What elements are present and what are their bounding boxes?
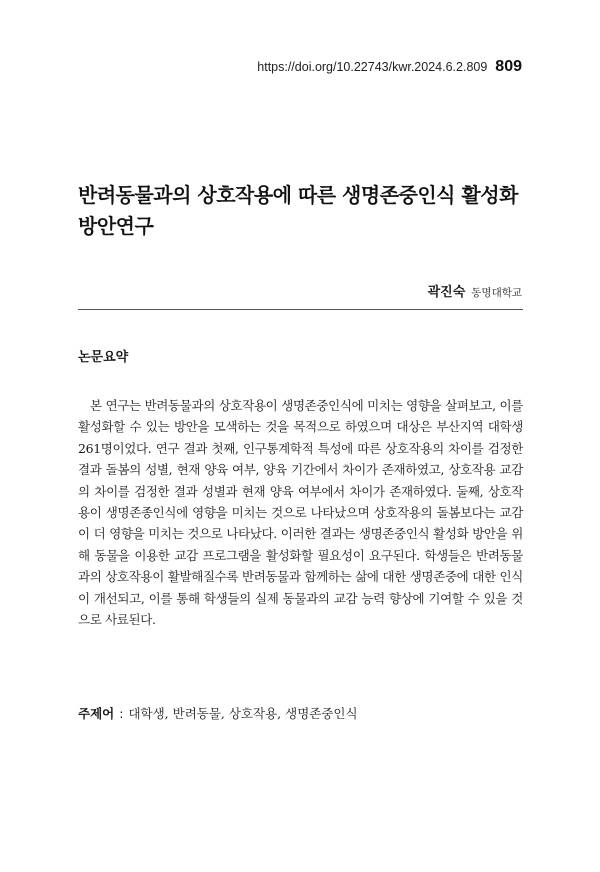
- paper-title: 반려동물과의 상호작용에 따른 생명존중인식 활성화 방안연구: [78, 183, 518, 238]
- doi-link[interactable]: https://doi.org/10.22743/kwr.2024.6.2.809: [257, 60, 488, 74]
- author-name: 곽진숙: [427, 285, 466, 300]
- page-header: [257, 58, 522, 76]
- keywords-label: 주제어: [78, 706, 115, 721]
- author-affiliation: 동명대학교: [471, 287, 522, 299]
- keywords-separator: :: [119, 706, 124, 721]
- keywords-list: 대학생, 반려동물, 상호작용, 생명존중인식: [128, 706, 358, 721]
- page-number: 809: [495, 58, 522, 75]
- keywords-line: [78, 704, 523, 722]
- author-line: [428, 281, 522, 300]
- abstract-heading: 논문요약: [78, 350, 129, 365]
- header-divider: [78, 309, 523, 310]
- abstract-body: 본 연구는 반려동물과의 상호작용이 생명존중인식에 미치는 영향을 살펴보고, 이를 활성화할 수 있는 방안을 모색하는 것을 목적으로 하였으며 대상은 부산지역 대학생 261명이었다. 연구 결과 첫째, 인구통계학적 특성에 따른 상호작용의 차이를 검정한 결과 돌봄의 성별, 현재 양육 여부, 양육 기간에서 차이가 존재하였고, 상호작용 교감의 차이를 검정한 결과 성별과 현재 양육 여부에서 차이가 존재하였다. 둘째, 상호작용이 생명존종인식에 영향을 미치는 것으로 나타났으며 상호작용의 돌봄보다는 교감이 더 영향을 미치는 것으로 나타났다. 이러한 결과는 생명존중인식 활성화 방안을 위해 동물을 이용한 교감 프로그램을 활성화할 필요성이 요구된다. 학생들은 반려동물과의 상호작용이 활발해질수록 반려동물과 함께하는 삶에 대한 생명존중에 대한 인식이 개선되고, 이를 통해 학생들의 실제 동물과의 교감 능력 향상에 기여할 수 있을 것으로 사료된다.: [78, 398, 523, 628]
